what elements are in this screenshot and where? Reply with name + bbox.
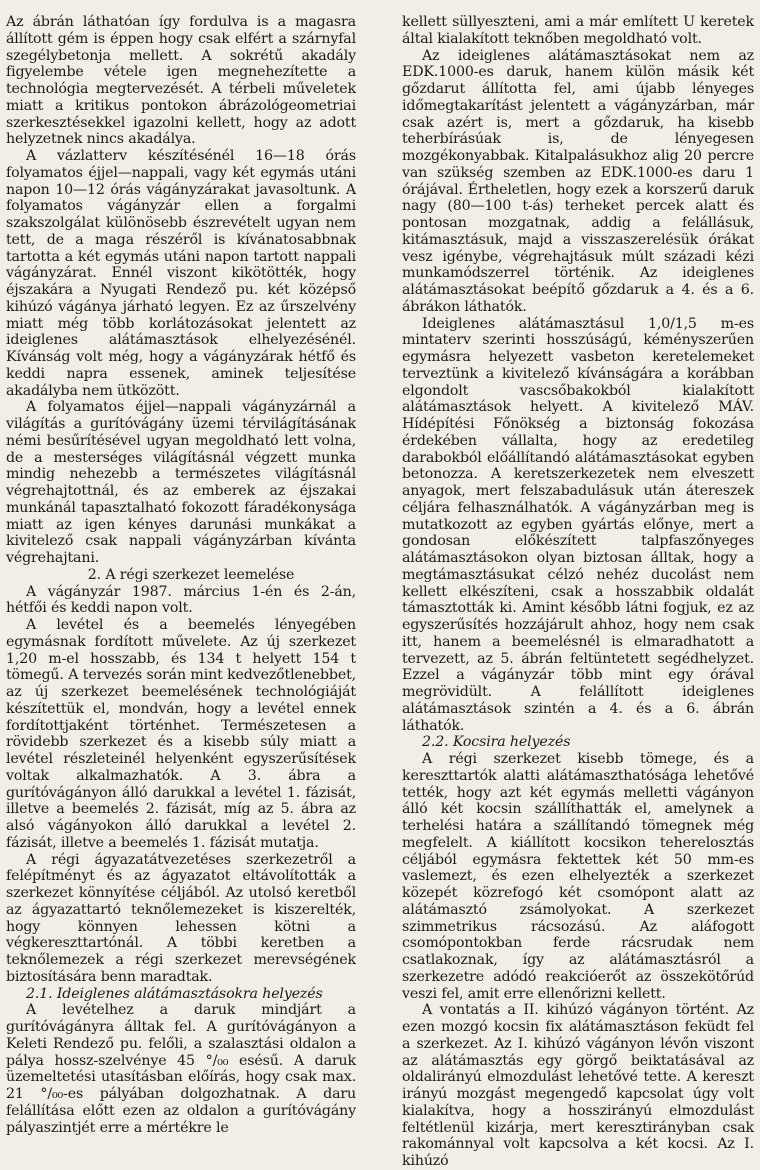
paragraph: A vágányzár 1987. március 1-én és 2-án, hétfői és keddi napon volt. bbox=[6, 583, 356, 617]
paragraph: A vontatás a II. kihúzó vágányon történt. Az ezen mozgó kocsin fix alátámasztáson feküdt fel a szerkezet. Az I. kihúzó vágányon lévőn viszont az alátámasztás egy görgő beiktatásával az oldalirányú elmozdulást lehetővé tette. A kereszt irányú mozgást megengedő kapcsolat úgy volt kialakítva, hogy a hosszirányú elmozdulást feltétlenül kizárja, mert keresztirányban csak rakománnyal volt kapcsolva a két kocsi. Az I. kihúzó bbox=[402, 1002, 754, 1169]
paragraph: A folyamatos éjjel—nappali vágányzárnál a világítás a gurítóvágány üzemi térvilágításának némi besűrítésével ugyan megoldható lett volna, de a mesterséges világításnál végzett munka mindig nehezebb a természetes világításnál végrehajtottnál, és az emberek az éjszakai munkánál tapasztalható fokozott fáradékonysága miatt az igen kényes darunási munkákat a kivitelező csak nappali vágányzárban kívánta végrehajtani. bbox=[6, 399, 356, 566]
paragraph: A régi szerkezet kisebb tömege, és a kereszttartók alatti alátámaszthatósága lehetővé tették, hogy azt két egymás melletti vágányon álló két kocsin szállíthatták el, amelynek a terhelési határa a szállítandó tömegnek még megfelelt. A kiállított kocsikon teherelosztás céljából egymásra fektettek két 50 mm-es vaslemezt, és ezen elhelyezték a szerkezet közepét közrefogó két csomópont alatt az alátámasztó zsámolyokat. A szerkezet szimmetrikus rácsozású. Az aláfogott csomópontokban ferde rácsrudak nem csatlakoznak, így az alátámasztásról a szerkezetre adódó reakcióerőt az összekötőrúd veszi fel, amit erre ellenőrizni kellett. bbox=[402, 751, 754, 1002]
subsection-heading: 2.2. Kocsira helyezés bbox=[422, 734, 571, 751]
paragraph: kellett süllyeszteni, ami a már említett U keretek által kialakított teknőben megoldható volt. bbox=[402, 14, 754, 47]
paragraph: Ideiglenes alátámasztásul 1,0/1,5 m-es mintaterv szerinti hosszúságú, kéményszerűen egymásra helyezett vasbeton keretelemeket terveztünk a kivitelező kívánságára a korábban elgondolt vascsőbakokból kialakított alátámasztások helyett. A kivitelező MÁV. Hídépítési Főnökség a biztonság fokozása érdekében vállalta, hogy az eredetileg darabokból előállítandó alátámasztásokat egyben betonozza. A keretszerkezetek nem elveszett anyagok, mert felszabadulásuk után átereszek céljára felhasználhatók. A vágányzárban meg is mutatkozott az egyben gyártás előnye, mert a gondosan előkészített talpfaszőnyeges alátámasztásokon olyan biztosan álltak, hogy a megtámasztásukat célzó nehéz ducolást nem kellett elkészíteni, csak a hosszabbik oldalát támasztották ki. Amint később látni fogjuk, ez az egyszerűsítés hozzájárult ahhoz, hogy nem csak itt, hanem a beemelésnél is elmaradhatott a tervezett, az 5. ábrán feltüntetett segédhelyzet. Ezzel a vágányzár több mint egy órával megrövidült. A felállított ideiglenes alátámasztások szintén a 4. és a 6. ábrán láthatók. bbox=[402, 315, 754, 734]
paragraph: A régi ágyazatátvezetéses szerkezetről a felépítményt és az ágyazatot eltávolították a szerkezet könnyítése céljából. Az utolsó keretből az ágyazattartó teknőlemezeket is kiszerelték, hogy könnyen lehessen kötni a végkereszttartónál. A többi keretben a teknőlemezek a régi szerkezet merevségének biztosítására benn maradtak. bbox=[6, 851, 356, 985]
left-column bbox=[6, 14, 356, 1136]
paragraph: Az ideiglenes alátámasztásokat nem az EDK.1000-es daruk, hanem külön másik két gőzdarut állította fel, ami újabb lényeges időmegtakarítást jelentett a vágányzárban, már csak azért is, mert a gőzdaruk, ha kisebb teherbírásúak is, de lényegesen mozgékonyabbak. Kitalpalásukhoz alig 20 percre van szükség szemben az EDK.1000-es daru 1 órájával. Értheletlen, hogy ezek a korszerű daruk nagy (80—100 t-ás) terheket percek alatt és pontosan mozgatnak, addig a felállásuk, kitámasztásuk, majd a visszaszerelésük órákat vesz igénybe, végrehajtásuk múlt századi kézi munkamódszerrel történik. Az ideiglenes alátámasztásokat beépítő gőzdaruk a 4. és a 6. ábrákon láthatók. bbox=[402, 47, 754, 315]
paragraph: A levételhez a daruk mindjárt a gurítóvágányra álltak fel. A gurítóvágányon a Keleti Rendező pu. felőli, a szalasztási oldalon a pálya hossz-szelvénye 45 °/₀₀ esésű. A daruk üzemeltetési utasításban előírás, hogy csak max. 21 °/₀₀-es pályában dolgozhatnak. A daru felállítása előtt ezen az oldalon a gurítóvágány pályaszintjét erre a mértékre le bbox=[6, 1002, 356, 1136]
right-column bbox=[402, 14, 754, 1170]
paragraph: Az ábrán láthatóan így fordulva is a magasra állított gém is éppen hogy csak elfért a szárnyfal szegélybetonja mellett. A sokrétű akadály figyelembe vétele igen megnehezítette a technológia megtervezését. A térbeli műveletek miatt a kritikus pontokon ábrázológeometriai szerkesztésekkel igazolni kellett, hogy az adott helyzetnek nincs akadálya. bbox=[6, 14, 356, 148]
section-heading: 2. A régi szerkezet leemelése bbox=[87, 566, 295, 583]
subsection-heading: 2.1. Ideiglenes alátámasztásokra helyezés bbox=[26, 985, 323, 1002]
paragraph: A vázlatterv készítésénél 16—18 órás folyamatos éjjel—nappali, vagy két egymás utáni napon 10—12 órás vágányzárakat javasoltunk. A folyamatos vágányzár ellen a forgalmi szakszolgálat különösebb észrevételt ugyan nem tett, de a maga részéről is kívánatosabbnak tartotta a két egymás utáni napon tartott nappali vágányzárat. Ennél viszont kikötötték, hogy éjszakára a Nyugati Rendező pu. két középső kihúzó vágánya járható legyen. Ez az űrszelvény miatt még több korlátozásokat jelentett az ideiglenes alátámasztások elhelyezésénél. Kívánság volt még, hogy a vágányzárak hétfő és keddi napra essenek, aminek teljesítése akadályba nem ütközött. bbox=[6, 148, 356, 399]
paragraph: A levétel és a beemelés lényegében egymásnak fordított művelete. Az új szerkezet 1,20 m-el hosszabb, és 134 t helyett 154 t tömegű. A tervezés során mint kedvezőtlenebbet, az új szerkezet beemelésének technológiáját készítettük el, mondván, hogy a levétel ennek fordítottjaként történhet. Természetesen a rövidebb szerkezet és a kisebb súly miatt a levétel részleteinél helyenként egyszerűsítések voltak alkalmazhatók. A 3. ábra a gurítóvágányon álló darukkal a levétel 1. fázisát, illetve a beemelés 2. fázisát, míg az 5. ábra az alsó vágányokon álló darukkal a levétel 2. fázisát, illetve a beemelés 1. fázisát mutatja. bbox=[6, 617, 356, 851]
